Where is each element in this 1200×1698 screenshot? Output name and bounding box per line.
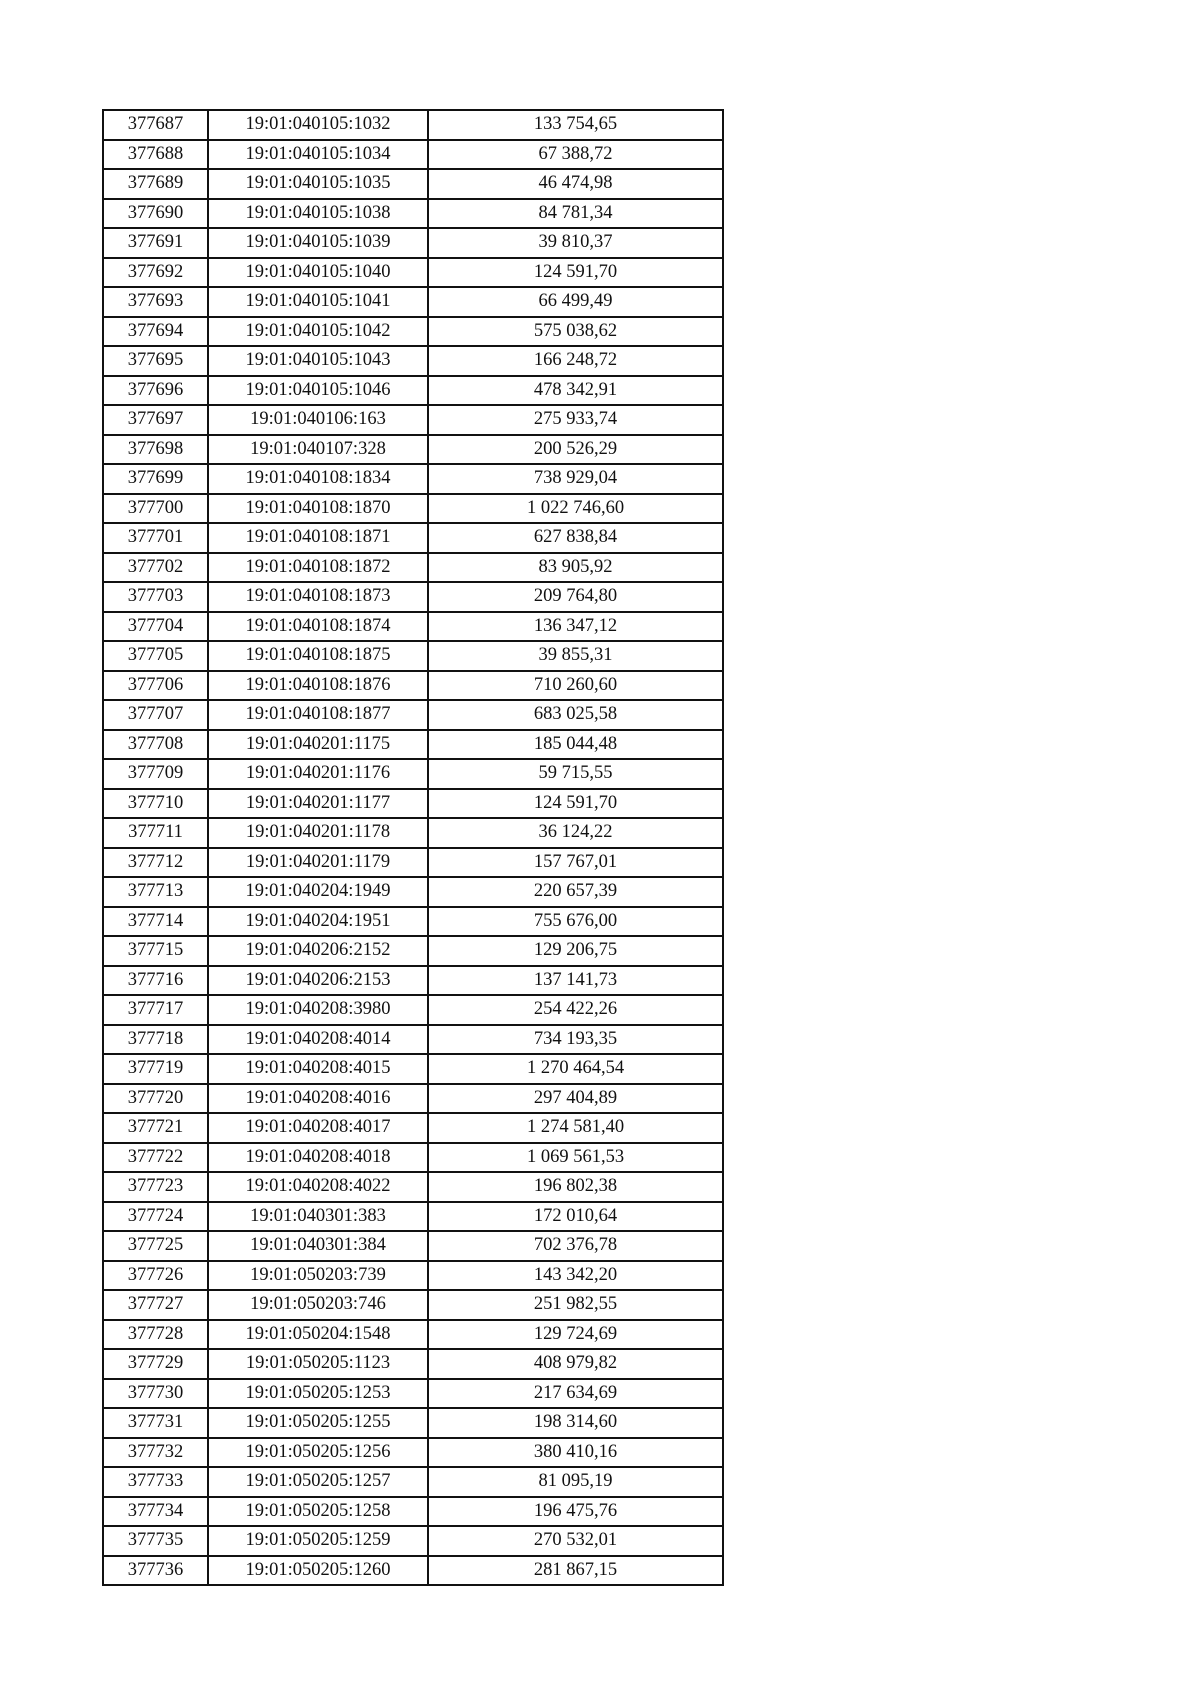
table-row xyxy=(103,1408,723,1438)
cadastral-number-cell: 19:01:040201:1178 xyxy=(208,818,428,848)
value-cell: 129 206,75 xyxy=(428,936,723,966)
row-number-cell: 377735 xyxy=(103,1526,208,1556)
row-number-cell: 377722 xyxy=(103,1143,208,1173)
table-row xyxy=(103,671,723,701)
value-cell: 738 929,04 xyxy=(428,464,723,494)
cadastral-number-cell: 19:01:040106:163 xyxy=(208,405,428,435)
row-number-cell: 377724 xyxy=(103,1202,208,1232)
value-cell: 36 124,22 xyxy=(428,818,723,848)
row-number-cell: 377731 xyxy=(103,1408,208,1438)
value-cell: 217 634,69 xyxy=(428,1379,723,1409)
table-row xyxy=(103,700,723,730)
cadastral-number-cell: 19:01:050205:1253 xyxy=(208,1379,428,1409)
row-number-cell: 377709 xyxy=(103,759,208,789)
cadastral-number-cell: 19:01:040208:4018 xyxy=(208,1143,428,1173)
cadastral-number-cell: 19:01:040105:1042 xyxy=(208,317,428,347)
table-row xyxy=(103,1497,723,1527)
value-cell: 196 475,76 xyxy=(428,1497,723,1527)
row-number-cell: 377718 xyxy=(103,1025,208,1055)
table-row xyxy=(103,1084,723,1114)
value-cell: 137 141,73 xyxy=(428,966,723,996)
table-row xyxy=(103,848,723,878)
row-number-cell: 377729 xyxy=(103,1349,208,1379)
value-cell: 172 010,64 xyxy=(428,1202,723,1232)
table-row xyxy=(103,405,723,435)
row-number-cell: 377715 xyxy=(103,936,208,966)
row-number-cell: 377698 xyxy=(103,435,208,465)
table-row xyxy=(103,258,723,288)
row-number-cell: 377713 xyxy=(103,877,208,907)
cadastral-number-cell: 19:01:040208:4017 xyxy=(208,1113,428,1143)
row-number-cell: 377694 xyxy=(103,317,208,347)
table-row xyxy=(103,228,723,258)
cadastral-number-cell: 19:01:050205:1256 xyxy=(208,1438,428,1468)
table-row xyxy=(103,1143,723,1173)
row-number-cell: 377691 xyxy=(103,228,208,258)
table-row xyxy=(103,1379,723,1409)
row-number-cell: 377692 xyxy=(103,258,208,288)
table-row xyxy=(103,612,723,642)
row-number-cell: 377717 xyxy=(103,995,208,1025)
row-number-cell: 377701 xyxy=(103,523,208,553)
row-number-cell: 377720 xyxy=(103,1084,208,1114)
value-cell: 129 724,69 xyxy=(428,1320,723,1350)
row-number-cell: 377716 xyxy=(103,966,208,996)
cadastral-number-cell: 19:01:040301:383 xyxy=(208,1202,428,1232)
cadastral-number-cell: 19:01:050204:1548 xyxy=(208,1320,428,1350)
table-body xyxy=(103,110,723,1585)
value-cell: 136 347,12 xyxy=(428,612,723,642)
value-cell: 196 802,38 xyxy=(428,1172,723,1202)
table-row xyxy=(103,110,723,140)
value-cell: 1 022 746,60 xyxy=(428,494,723,524)
value-cell: 281 867,15 xyxy=(428,1556,723,1586)
cadastral-number-cell: 19:01:040201:1179 xyxy=(208,848,428,878)
value-cell: 81 095,19 xyxy=(428,1467,723,1497)
cadastral-number-cell: 19:01:040108:1874 xyxy=(208,612,428,642)
cadastral-number-cell: 19:01:040204:1951 xyxy=(208,907,428,937)
row-number-cell: 377710 xyxy=(103,789,208,819)
row-number-cell: 377687 xyxy=(103,110,208,140)
value-cell: 185 044,48 xyxy=(428,730,723,760)
value-cell: 683 025,58 xyxy=(428,700,723,730)
cadastral-number-cell: 19:01:050205:1255 xyxy=(208,1408,428,1438)
row-number-cell: 377689 xyxy=(103,169,208,199)
table-row xyxy=(103,730,723,760)
row-number-cell: 377690 xyxy=(103,199,208,229)
cadastral-number-cell: 19:01:040201:1177 xyxy=(208,789,428,819)
cadastral-number-cell: 19:01:040108:1875 xyxy=(208,641,428,671)
table-row xyxy=(103,376,723,406)
row-number-cell: 377733 xyxy=(103,1467,208,1497)
cadastral-number-cell: 19:01:040208:4016 xyxy=(208,1084,428,1114)
table-row xyxy=(103,287,723,317)
table-row xyxy=(103,641,723,671)
cadastral-number-cell: 19:01:040108:1873 xyxy=(208,582,428,612)
row-number-cell: 377728 xyxy=(103,1320,208,1350)
cadastral-number-cell: 19:01:040105:1034 xyxy=(208,140,428,170)
value-cell: 157 767,01 xyxy=(428,848,723,878)
cadastral-number-cell: 19:01:050203:739 xyxy=(208,1261,428,1291)
table-row xyxy=(103,1438,723,1468)
row-number-cell: 377726 xyxy=(103,1261,208,1291)
value-cell: 297 404,89 xyxy=(428,1084,723,1114)
table-row xyxy=(103,1526,723,1556)
value-cell: 734 193,35 xyxy=(428,1025,723,1055)
value-cell: 124 591,70 xyxy=(428,258,723,288)
value-cell: 270 532,01 xyxy=(428,1526,723,1556)
value-cell: 143 342,20 xyxy=(428,1261,723,1291)
table-row xyxy=(103,553,723,583)
cadastral-number-cell: 19:01:040108:1834 xyxy=(208,464,428,494)
cadastral-number-cell: 19:01:040108:1872 xyxy=(208,553,428,583)
table-row xyxy=(103,582,723,612)
row-number-cell: 377721 xyxy=(103,1113,208,1143)
row-number-cell: 377708 xyxy=(103,730,208,760)
row-number-cell: 377727 xyxy=(103,1290,208,1320)
table-row xyxy=(103,877,723,907)
value-cell: 251 982,55 xyxy=(428,1290,723,1320)
value-cell: 220 657,39 xyxy=(428,877,723,907)
cadastral-number-cell: 19:01:040105:1039 xyxy=(208,228,428,258)
row-number-cell: 377736 xyxy=(103,1556,208,1586)
table-row xyxy=(103,346,723,376)
value-cell: 83 905,92 xyxy=(428,553,723,583)
value-cell: 478 342,91 xyxy=(428,376,723,406)
cadastral-number-cell: 19:01:040107:328 xyxy=(208,435,428,465)
cadastral-number-cell: 19:01:040105:1043 xyxy=(208,346,428,376)
value-cell: 84 781,34 xyxy=(428,199,723,229)
value-cell: 46 474,98 xyxy=(428,169,723,199)
table-row xyxy=(103,523,723,553)
table-row xyxy=(103,995,723,1025)
cadastral-number-cell: 19:01:050205:1258 xyxy=(208,1497,428,1527)
table-row xyxy=(103,907,723,937)
cadastral-number-cell: 19:01:040108:1876 xyxy=(208,671,428,701)
row-number-cell: 377711 xyxy=(103,818,208,848)
table-row xyxy=(103,936,723,966)
value-cell: 710 260,60 xyxy=(428,671,723,701)
table-row xyxy=(103,140,723,170)
value-cell: 59 715,55 xyxy=(428,759,723,789)
table-row xyxy=(103,494,723,524)
value-cell: 755 676,00 xyxy=(428,907,723,937)
value-cell: 702 376,78 xyxy=(428,1231,723,1261)
row-number-cell: 377705 xyxy=(103,641,208,671)
cadastral-number-cell: 19:01:040208:3980 xyxy=(208,995,428,1025)
row-number-cell: 377688 xyxy=(103,140,208,170)
row-number-cell: 377700 xyxy=(103,494,208,524)
cadastral-number-cell: 19:01:040105:1040 xyxy=(208,258,428,288)
cadastral-number-cell: 19:01:050205:1257 xyxy=(208,1467,428,1497)
cadastral-number-cell: 19:01:050205:1259 xyxy=(208,1526,428,1556)
cadastral-number-cell: 19:01:040206:2152 xyxy=(208,936,428,966)
row-number-cell: 377699 xyxy=(103,464,208,494)
value-cell: 275 933,74 xyxy=(428,405,723,435)
row-number-cell: 377712 xyxy=(103,848,208,878)
cadastral-number-cell: 19:01:040105:1038 xyxy=(208,199,428,229)
row-number-cell: 377719 xyxy=(103,1054,208,1084)
value-cell: 1 270 464,54 xyxy=(428,1054,723,1084)
cadastral-number-cell: 19:01:040108:1877 xyxy=(208,700,428,730)
cadastral-number-cell: 19:01:050205:1123 xyxy=(208,1349,428,1379)
cadastral-number-cell: 19:01:040201:1175 xyxy=(208,730,428,760)
value-cell: 209 764,80 xyxy=(428,582,723,612)
table-row xyxy=(103,1231,723,1261)
table-row xyxy=(103,1025,723,1055)
value-cell: 39 855,31 xyxy=(428,641,723,671)
cadastral-number-cell: 19:01:040208:4014 xyxy=(208,1025,428,1055)
cadastral-number-cell: 19:01:040105:1041 xyxy=(208,287,428,317)
table-row xyxy=(103,1202,723,1232)
value-cell: 198 314,60 xyxy=(428,1408,723,1438)
table-row xyxy=(103,1113,723,1143)
cadastral-number-cell: 19:01:040206:2153 xyxy=(208,966,428,996)
table-row xyxy=(103,1349,723,1379)
value-cell: 66 499,49 xyxy=(428,287,723,317)
table-row xyxy=(103,317,723,347)
table-row xyxy=(103,759,723,789)
row-number-cell: 377714 xyxy=(103,907,208,937)
row-number-cell: 377707 xyxy=(103,700,208,730)
row-number-cell: 377725 xyxy=(103,1231,208,1261)
table-row xyxy=(103,199,723,229)
value-cell: 39 810,37 xyxy=(428,228,723,258)
cadastral-number-cell: 19:01:040108:1871 xyxy=(208,523,428,553)
cadastral-number-cell: 19:01:040208:4015 xyxy=(208,1054,428,1084)
row-number-cell: 377696 xyxy=(103,376,208,406)
row-number-cell: 377706 xyxy=(103,671,208,701)
row-number-cell: 377723 xyxy=(103,1172,208,1202)
row-number-cell: 377703 xyxy=(103,582,208,612)
row-number-cell: 377695 xyxy=(103,346,208,376)
row-number-cell: 377693 xyxy=(103,287,208,317)
row-number-cell: 377734 xyxy=(103,1497,208,1527)
table-row xyxy=(103,818,723,848)
cadastral-number-cell: 19:01:050203:746 xyxy=(208,1290,428,1320)
cadastral-number-cell: 19:01:040204:1949 xyxy=(208,877,428,907)
table-row xyxy=(103,1054,723,1084)
table-row xyxy=(103,169,723,199)
cadastral-number-cell: 19:01:040301:384 xyxy=(208,1231,428,1261)
value-cell: 67 388,72 xyxy=(428,140,723,170)
table-row xyxy=(103,1261,723,1291)
cadastral-value-table xyxy=(102,109,724,1586)
table-row xyxy=(103,1290,723,1320)
value-cell: 575 038,62 xyxy=(428,317,723,347)
cadastral-number-cell: 19:01:040108:1870 xyxy=(208,494,428,524)
table-row xyxy=(103,1172,723,1202)
table-row xyxy=(103,1467,723,1497)
cadastral-number-cell: 19:01:040201:1176 xyxy=(208,759,428,789)
value-cell: 124 591,70 xyxy=(428,789,723,819)
cadastral-number-cell: 19:01:040208:4022 xyxy=(208,1172,428,1202)
value-cell: 1 274 581,40 xyxy=(428,1113,723,1143)
table-row xyxy=(103,1320,723,1350)
value-cell: 254 422,26 xyxy=(428,995,723,1025)
value-cell: 133 754,65 xyxy=(428,110,723,140)
table-row xyxy=(103,966,723,996)
table-row xyxy=(103,435,723,465)
row-number-cell: 377732 xyxy=(103,1438,208,1468)
cadastral-number-cell: 19:01:040105:1032 xyxy=(208,110,428,140)
value-cell: 408 979,82 xyxy=(428,1349,723,1379)
value-cell: 627 838,84 xyxy=(428,523,723,553)
row-number-cell: 377697 xyxy=(103,405,208,435)
cadastral-number-cell: 19:01:040105:1035 xyxy=(208,169,428,199)
value-cell: 200 526,29 xyxy=(428,435,723,465)
row-number-cell: 377730 xyxy=(103,1379,208,1409)
row-number-cell: 377702 xyxy=(103,553,208,583)
table-row xyxy=(103,789,723,819)
table-row xyxy=(103,1556,723,1586)
row-number-cell: 377704 xyxy=(103,612,208,642)
value-cell: 166 248,72 xyxy=(428,346,723,376)
cadastral-number-cell: 19:01:050205:1260 xyxy=(208,1556,428,1586)
table-row xyxy=(103,464,723,494)
value-cell: 380 410,16 xyxy=(428,1438,723,1468)
value-cell: 1 069 561,53 xyxy=(428,1143,723,1173)
cadastral-number-cell: 19:01:040105:1046 xyxy=(208,376,428,406)
